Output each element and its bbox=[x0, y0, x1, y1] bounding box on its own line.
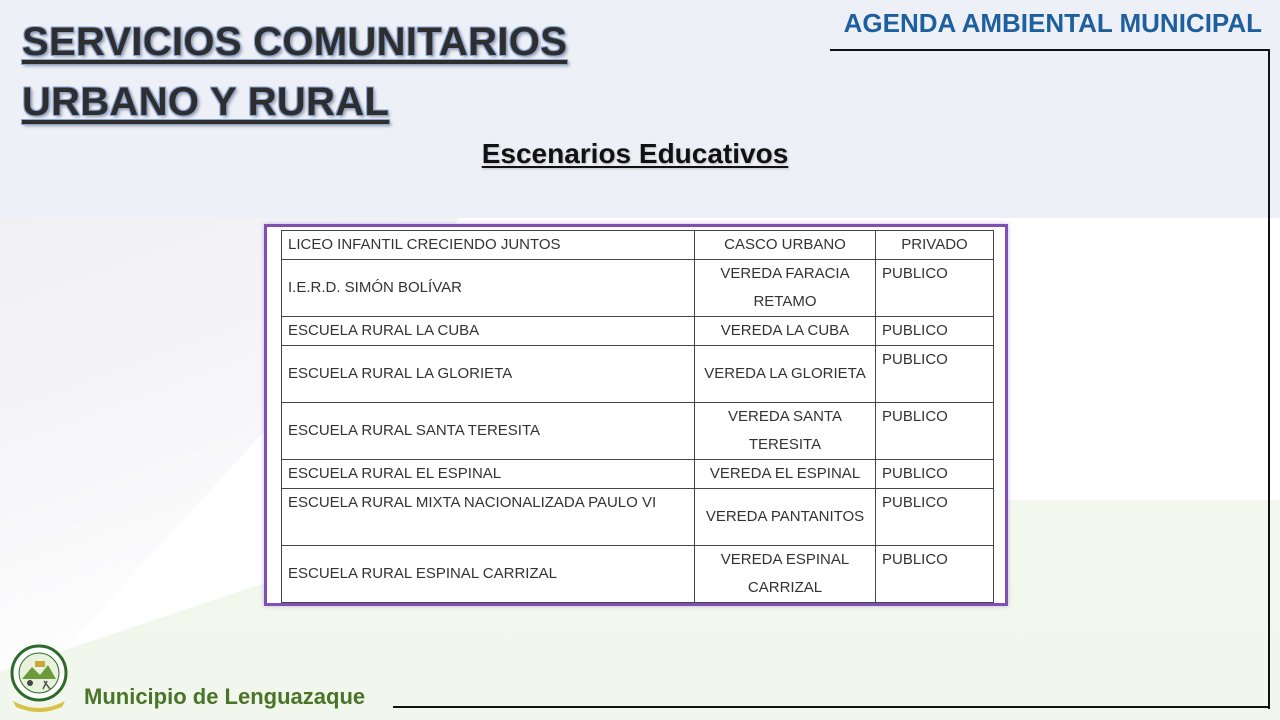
school-name-cell: LICEO INFANTIL CRECIENDO JUNTOS bbox=[282, 231, 695, 260]
schools-table-frame bbox=[264, 224, 1008, 606]
municipal-seal-icon bbox=[10, 643, 68, 713]
school-name-cell: ESCUELA RURAL LA CUBA bbox=[282, 317, 695, 346]
table-row bbox=[282, 346, 994, 403]
school-name-cell: ESCUELA RURAL ESPINAL CARRIZAL bbox=[282, 546, 695, 603]
table-row bbox=[282, 231, 994, 260]
school-name-cell: ESCUELA RURAL LA GLORIETA bbox=[282, 346, 695, 403]
school-type-cell: PUBLICO bbox=[876, 460, 994, 489]
school-location-cell: VEREDA LA CUBA bbox=[695, 317, 876, 346]
slide-title-line2: URBANO Y RURAL bbox=[22, 80, 390, 124]
section-subtitle: Escenarios Educativos bbox=[481, 138, 789, 169]
school-type-cell: PUBLICO bbox=[876, 403, 994, 460]
frame-line-top bbox=[830, 49, 1270, 51]
school-name-cell: ESCUELA RURAL MIXTA NACIONALIZADA PAULO VI bbox=[282, 489, 695, 546]
slide-title-line1: SERVICIOS COMUNITARIOS bbox=[22, 20, 568, 64]
school-name-cell: ESCUELA RURAL EL ESPINAL bbox=[282, 460, 695, 489]
municipality-name: Municipio de Lenguazaque bbox=[84, 684, 366, 709]
table-row bbox=[282, 489, 994, 546]
agenda-heading: AGENDA AMBIENTAL MUNICIPAL bbox=[843, 8, 1262, 38]
frame-line-bottom bbox=[393, 706, 1270, 708]
table-row bbox=[282, 260, 994, 317]
school-name-cell: I.E.R.D. SIMÓN BOLÍVAR bbox=[282, 260, 695, 317]
school-type-cell: PUBLICO bbox=[876, 489, 994, 546]
school-location-cell: VEREDA LA GLORIETA bbox=[695, 346, 876, 403]
table-row bbox=[282, 317, 994, 346]
table-row bbox=[282, 546, 994, 603]
school-type-cell: PUBLICO bbox=[876, 546, 994, 603]
schools-table bbox=[281, 230, 994, 603]
table-row bbox=[282, 403, 994, 460]
school-location-cell: VEREDA FARACIA RETAMO bbox=[695, 260, 876, 317]
school-type-cell: PUBLICO bbox=[876, 317, 994, 346]
school-location-cell: VEREDA SANTA TERESITA bbox=[695, 403, 876, 460]
school-type-cell: PUBLICO bbox=[876, 346, 994, 403]
school-location-cell: CASCO URBANO bbox=[695, 231, 876, 260]
school-location-cell: VEREDA PANTANITOS bbox=[695, 489, 876, 546]
table-row bbox=[282, 460, 994, 489]
school-location-cell: VEREDA ESPINAL CARRIZAL bbox=[695, 546, 876, 603]
school-location-cell: VEREDA EL ESPINAL bbox=[695, 460, 876, 489]
school-type-cell: PUBLICO bbox=[876, 260, 994, 317]
school-type-cell: PRIVADO bbox=[876, 231, 994, 260]
school-name-cell: ESCUELA RURAL SANTA TERESITA bbox=[282, 403, 695, 460]
